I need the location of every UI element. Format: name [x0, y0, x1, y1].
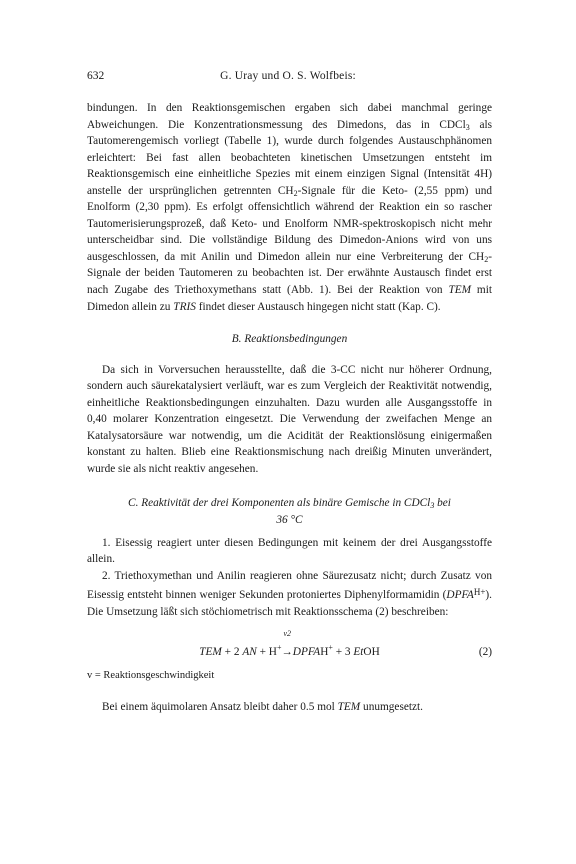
eq-text: + H [256, 646, 277, 659]
arrow-glyph: → [281, 646, 293, 659]
text-run: Bei einem äquimolaren Ansatz bleibt daher 0.5 mol [102, 700, 338, 713]
heading-text: C. Reaktivität der drei Komponenten als binäre Gemische in CDCl [128, 497, 431, 510]
closing-paragraph [87, 699, 492, 716]
abbreviation-dpfa: DPFA [446, 589, 474, 602]
text-run: bindungen. In den Reaktionsgemischen ergaben sich dabei manchmal geringe Abweichungen. Die Konzentrationsmessung des Dimedons, das in CDCl [87, 102, 492, 131]
eq-superscript: + [276, 643, 282, 653]
abbreviation-tem: TEM [448, 284, 472, 297]
reaction-arrow: v2 → [281, 629, 293, 659]
eq-text: + 3 [332, 646, 354, 659]
body-text [87, 100, 492, 715]
eq-tem: TEM [199, 646, 222, 659]
text-run: -Signale der beiden Tautomeren zu beobachten ist. Der erwähnte Austausch findet erst nach Zugabe des Triethoxymethans statt (Abb. 1). Bei der Reaktion von [87, 250, 492, 297]
running-head-authors: G. Uray und O. S. Wolfbeis: [220, 70, 356, 82]
equation-number: (2) [478, 646, 492, 659]
text-run: unumgesetzt. [360, 700, 423, 713]
list-item-2 [87, 568, 492, 621]
eq-text: + 2 [221, 646, 243, 659]
reaction-equation [87, 629, 492, 664]
heading-text: bei [434, 497, 451, 510]
eq-text: H [320, 646, 329, 659]
list-item-1: 1. Eisessig reagiert unter diesen Bedingungen mit keinem der drei Ausgangsstoffe allein. [87, 536, 492, 566]
text-run: -Signale für die Keto- (2,55 ppm) und Enolform (2,30 ppm). Es erfolgt offensichtlich während der Reaktion ein so rascher Tautomerisierungsprozeß, daß Keto- und Enolform NMR-spektroskopisch nicht mehr unterscheidbar sind. Die vollständige Bildung des Dimedon-Anions wird von uns ausgeschlossen, da mit Anilin und Dimedon allein nur eine Verbreiterung der CH [87, 184, 492, 263]
abbreviation-tris: TRIS [173, 300, 196, 313]
superscript-text: H+ [473, 587, 486, 598]
subscript: 2 [293, 188, 298, 198]
heading-temperature: 36 °C [276, 514, 303, 527]
variable-definition: v = Reaktionsgeschwindigkeit [87, 670, 215, 682]
page-number: 632 [87, 70, 105, 82]
eq-dpfa: DPFA [292, 646, 321, 659]
eq-ethyl: Et [353, 646, 364, 659]
text-run: mit Dimedon allein zu [87, 284, 492, 313]
eq-an: AN [242, 646, 257, 659]
text-run: findet dieser Austausch hingegen nicht statt (Kap. C). [195, 300, 441, 313]
text-run: 2. Triethoxymethan und Anilin reagieren ohne Säurezusatz nicht; durch Zusatz von Eisessig entsteht binnen weniger Sekunden protoniertes Diphenylformamidin ( [87, 569, 492, 602]
paragraph-continuation [87, 100, 492, 315]
equation-body [87, 629, 492, 661]
subscript: 2 [484, 254, 489, 264]
text-run: als Tautomerengemisch vorliegt (Tabelle 1), wurde durch folgendes Austauschphänomen erleichtert: Bei fast allen beobachteten kinetischen Umsetzungen entsteht im Reaktionsgemisch eine einheitliche Spezies mit einem einzigen Signal (Intensität 4H) anstelle der ursprünglichen getrennten CH [87, 118, 492, 197]
subscript: 3 [430, 501, 435, 511]
abbreviation-tem: TEM [337, 700, 361, 713]
subscript: 3 [465, 122, 470, 132]
section-b-heading: B. Reaktionsbedingungen [231, 333, 348, 346]
eq-superscript: + [328, 643, 333, 653]
section-c-heading [87, 495, 492, 528]
section-b-paragraph: Da sich in Vorversuchen herausstellte, daß die 3-CC nicht nur höherer Ordnung, sondern auch säurekatalysiert verläuft, war es zum Vergleich der Reaktivität notwendig, einheitliche Reaktionsbedingungen einzuhalten. Dazu wurden alle Ausgangsstoffe in 0,40 molarer Konzentration eingesetzt. Die Verwendung der zweifachen Menge an Katalysatorsäure war notwendig, um die Acidität der Reaktionslösung einigermaßen konstant zu halten. Blieb eine Reaktionsmischung nach dreißig Minuten unverändert, wurde sie als nicht reaktiv angesehen. [87, 363, 492, 475]
text-run: ). Die Umsetzung läßt sich stöchiometrisch mit Reaktionsschema (2) beschreiben: [87, 589, 492, 618]
eq-text: OH [363, 646, 380, 659]
